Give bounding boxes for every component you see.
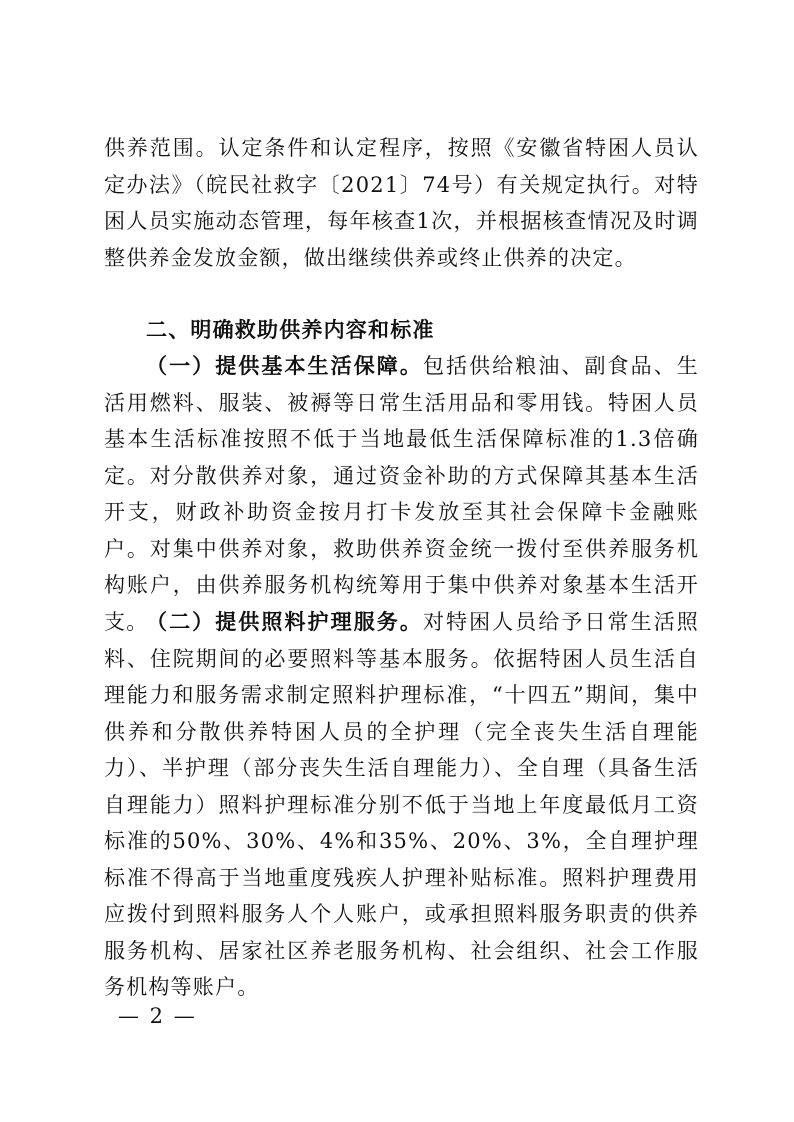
paragraph-care-services-body: 对特困人员给予日常生活照料、住院期间的必要照料等基本服务。依据特困人员生活自理能力和服务需求制定照料护理标准，“十四五”期间，集中供养和分散供养特困人员的全护理（完全丧失生活自理能力）、半护理（部分丧失生活自理能力）、全自理（具备生活自理能力）照料护理标准分别不低于当地上年度最低月工资标准的50%、30%、4%和35%、20%、3%，全自理护理标准不得高于当地重度残疾人护理补贴标准。照料护理费用应拨付到照料服务人个人账户，或承担照料服务职责的供养服务机构、居家社区养老服务机构、社会组织、社会工作服务机构等账户。	[104, 610, 699, 999]
paragraph-basic-living	[104, 348, 699, 640]
subheading-care-services: （二）提供照料护理服务。	[146, 610, 423, 634]
page-number: — 2 —	[118, 1004, 197, 1028]
subheading-basic-living: （一）提供基本生活保障。	[146, 354, 423, 378]
paragraph-basic-living-body: 包括供给粮油、副食品、生活用燃料、服装、被褥等日常生活用品和零用钱。特困人员基本生活标准按照不低于当地最低生活保障标准的1.3倍确定。对分散供养对象，通过资金补助的方式保障其基本生活开支，财政补助资金按月打卡发放至其社会保障卡金融账户。对集中供养对象，救助供养资金统一拨付至供养服务机构账户，由供养服务机构统筹用于集中供养对象基本生活开支。	[104, 354, 699, 634]
section-heading: 二、明确救助供养内容和标准	[146, 318, 435, 342]
paragraph-support-scope: 供养范围。认定条件和认定程序，按照《安徽省特困人员认定办法》（皖民社救字〔2021〕74号）有关规定执行。对特困人员实施动态管理，每年核查1次，并根据核查情况及时调整供养金发放金额，做出继续供养或终止供养的决定。	[104, 136, 699, 270]
paragraph-care-services	[104, 604, 699, 1006]
